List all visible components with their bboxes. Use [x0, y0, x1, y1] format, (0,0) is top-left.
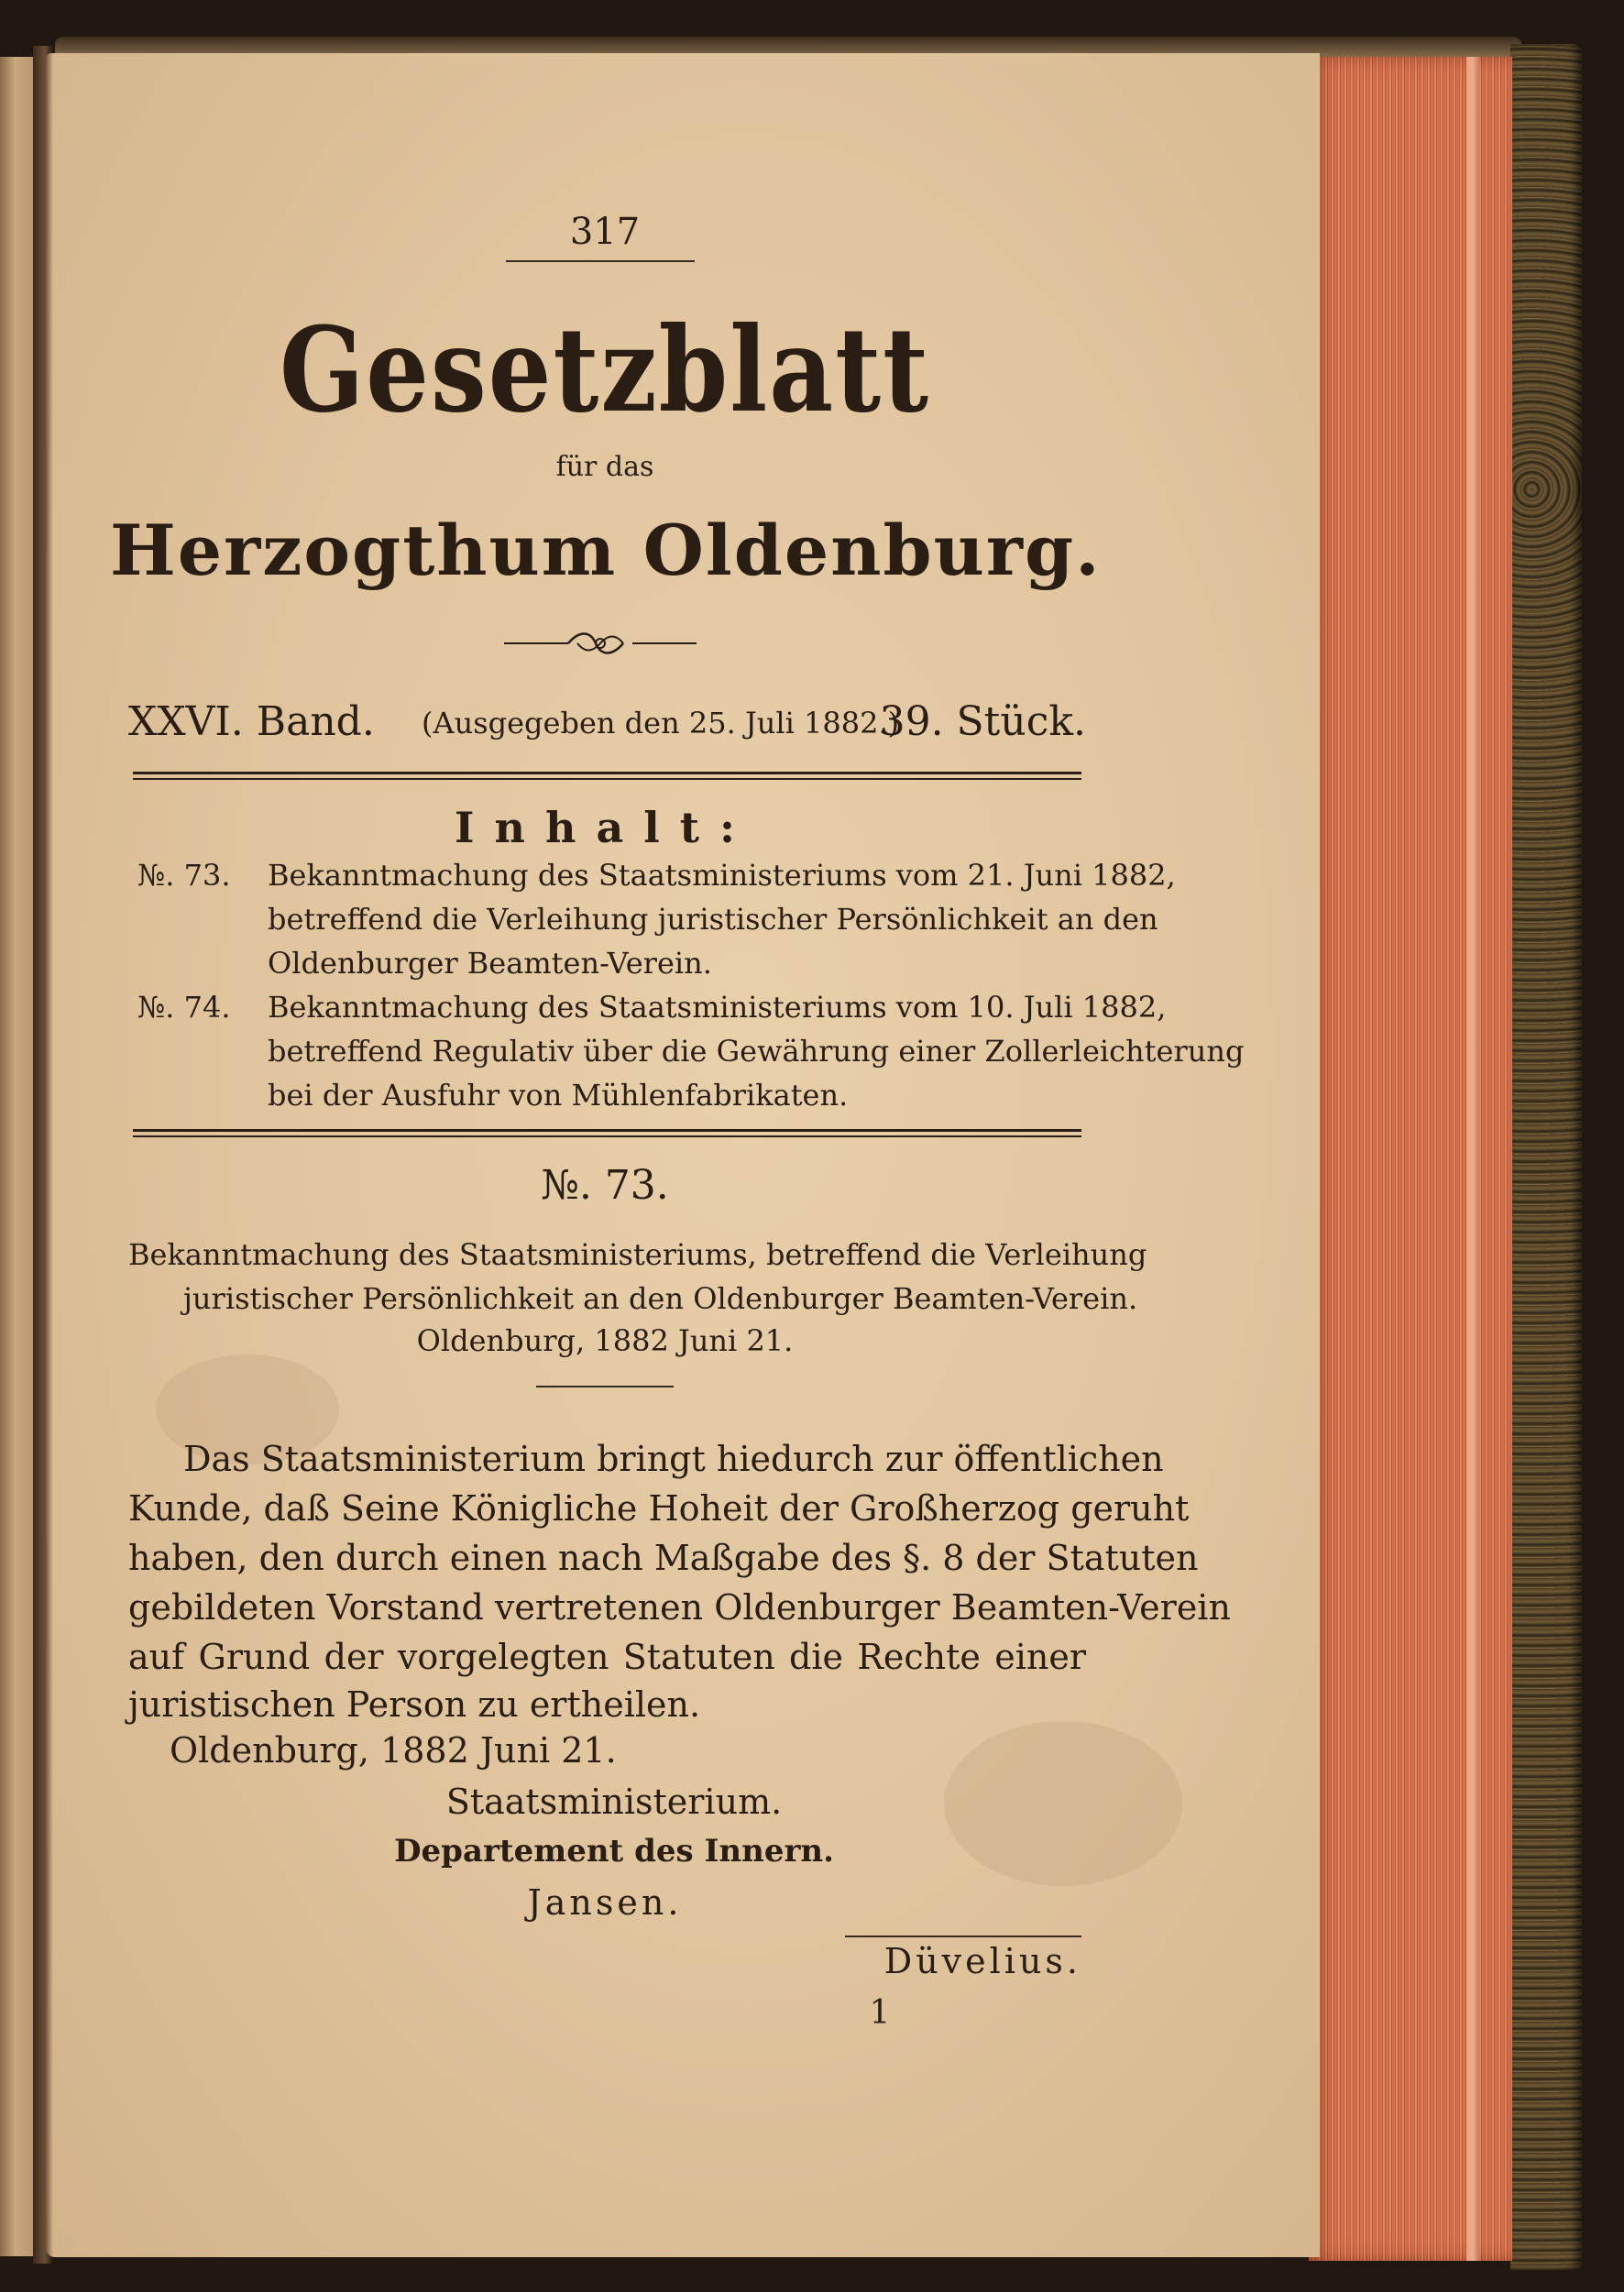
body-line: Kunde, daß Seine Königliche Hoheit der Großherzog geruht	[128, 1488, 1190, 1529]
issue-number: 39. Stück.	[879, 698, 1086, 745]
signature-rule	[845, 1936, 1081, 1937]
signature-department: Departement des Innern.	[394, 1833, 834, 1870]
section-number: №. 73.	[541, 1162, 669, 1209]
page-number-rule	[506, 260, 695, 262]
page-subtitle: Herzogthum Oldenburg.	[110, 510, 1102, 591]
gutter-shadow	[33, 46, 53, 2264]
page-number: 317	[569, 211, 641, 253]
marbled-cover	[1510, 44, 1582, 2271]
page-fore-edge	[1309, 57, 1512, 2261]
paper-stain	[944, 1721, 1182, 1886]
toc-entry-number: №. 74.	[137, 990, 231, 1025]
body-line: gebildeten Vorstand vertretenen Oldenburger Beamten-Verein	[128, 1587, 1231, 1628]
body-line: juristischen Person zu ertheilen.	[128, 1684, 701, 1725]
fore-edge-highlight	[1466, 57, 1479, 2261]
toc-entry-line: betreffend Regulativ über die Gewährung einer Zollerleichterung	[268, 1034, 1245, 1069]
section-heading-line: Bekanntmachung des Staatsministeriums, betreffend die Verleihung	[128, 1237, 1147, 1272]
issue-date: (Ausgegeben den 25. Juli 1882.)	[422, 706, 900, 740]
toc-entry-number: №. 73.	[137, 858, 231, 893]
section-heading-line: Oldenburg, 1882 Juni 21.	[416, 1323, 794, 1358]
body-line: auf Grund der vorgelegten Statuten die Rechte einer	[128, 1637, 1086, 1677]
section-rule	[536, 1386, 674, 1387]
volume-line	[128, 698, 1086, 751]
signature-name: Jansen.	[527, 1882, 683, 1923]
page-title: Gesetzblatt	[280, 302, 930, 439]
sheet-number: 1	[869, 1994, 891, 2032]
ornament-divider	[504, 625, 697, 662]
double-rule	[133, 772, 1081, 780]
body-line: haben, den durch einen nach Maßgabe des §. 8 der Statuten	[128, 1538, 1199, 1578]
toc-entry-line: bei der Ausfuhr von Mühlenfabrikaten.	[268, 1078, 849, 1113]
toc-entry-line: Bekanntmachung des Staatsministeriums vom 10. Juli 1882,	[268, 990, 1167, 1025]
signature-name: Düvelius.	[883, 1941, 1081, 1981]
toc-entry-line: betreffend die Verleihung juristischer Persönlichkeit an den	[268, 902, 1158, 937]
place-date: Oldenburg, 1882 Juni 21.	[170, 1730, 617, 1771]
body-line: Das Staatsministerium bringt hiedurch zur öffentlichen	[183, 1439, 1164, 1479]
contents-heading: Inhalt:	[455, 803, 755, 852]
double-rule	[133, 1129, 1081, 1137]
subtitle-preposition: für das	[555, 451, 654, 483]
section-heading-line: juristischer Persönlichkeit an den Oldenburger Beamten-Verein.	[183, 1281, 1138, 1316]
signature-ministry: Staatsministerium.	[445, 1782, 783, 1822]
toc-entry-line: Bekanntmachung des Staatsministeriums vom 21. Juni 1882,	[268, 858, 1176, 893]
toc-entry-line: Oldenburger Beamten-Verein.	[268, 946, 712, 981]
volume-band: XXVI. Band.	[128, 698, 375, 745]
